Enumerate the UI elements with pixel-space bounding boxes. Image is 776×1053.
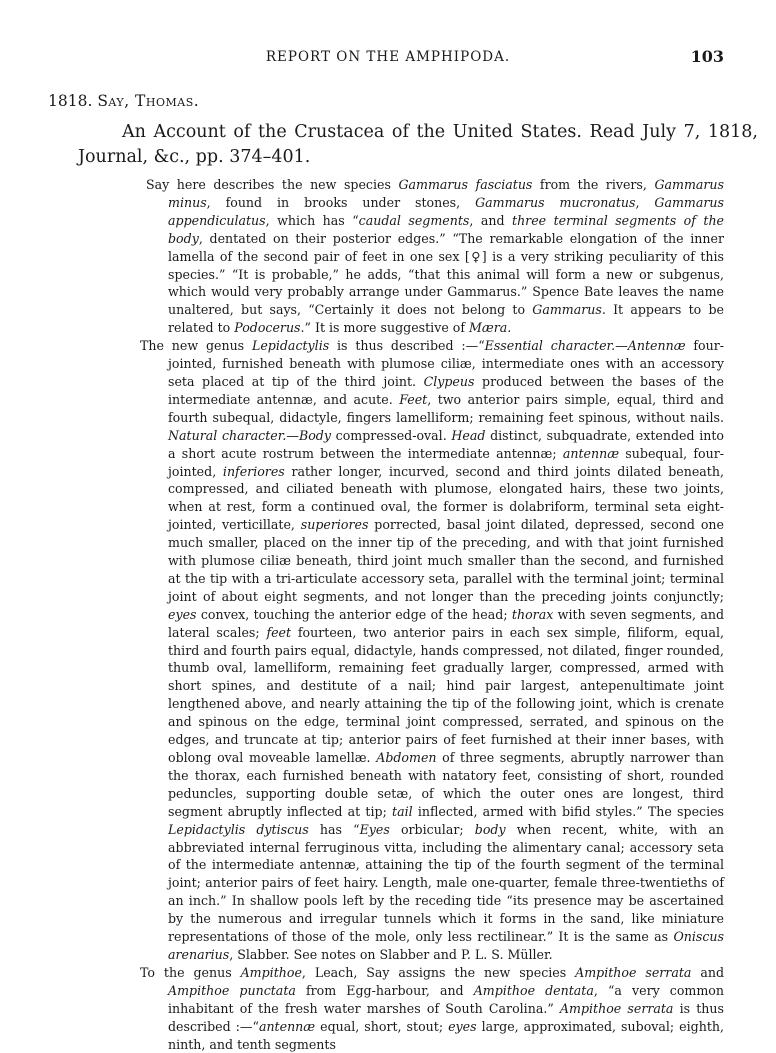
body-text — [140, 176, 724, 1053]
work-title: An Account of the Crustacea of the United States. Read July 7, 1818, Journal, &c., pp. 374–401. — [78, 122, 758, 167]
entry-heading — [48, 92, 199, 110]
page-number: 103 — [690, 47, 724, 66]
entry-author: Say, Thomas. — [97, 92, 200, 110]
running-head — [0, 47, 776, 71]
paragraph: The new genus Lepidactylis is thus described :—“Essential character.—Antennæ four-jointed, furnished beneath with plumose ciliæ, intermediate ones with an accessory seta placed at tip of the third joint. Clypeus produced between the bases of the intermediate antennæ, and acute. Feet, two anterior pairs simple, equal, third and fourth subequal, didactyle, fingers lamelliform; remaining feet spinous, without nails. Natural character.—Body compressed-oval. Head distinct, subquadrate, extended into a short acute rostrum between the intermediate antennæ; antennæ subequal, four-jointed, inferiores rather longer, incurved, second and third joints dilated beneath, compressed, and ciliated beneath with plumose, elongated hairs, these two joints, when at rest, form a continued oval, the former is dolabriform, terminal seta eight-jointed, verticillate, superiores porrected, basal joint dilated, depressed, second one much smaller, placed on the inner tip of the preceding, and with that joint furnished with plumose ciliæ beneath, third joint much smaller than the second, and furnished at the tip with a tri-articulate accessory seta, parallel with the terminal joint; terminal joint of about eight segments, and not longer than the preceding joints conjunctly; eyes convex, touching the anterior edge of the head; thorax with seven segments, and lateral scales; feet fourteen, two anterior pairs in each sex simple, filiform, equal, third and fourth pairs equal, didactyle, hands compressed, not dilated, finger rounded, thumb oval, lamelliform, remaining feet gradually larger, compressed, armed with short spines, and destitute of a nail; hind pair largest, antepenultimate joint lengthened above, and nearly attaining the tip of the following joint, which is crenate and spinous on the edge, terminal joint compressed, serrated, and spinous on the edges, and truncate at tip; anterior pairs of feet furnished at their inner bases, with oblong oval moveable lamellæ. Abdomen of three segments, abruptly narrower than the thorax, each furnished beneath with natatory feet, consisting of short, rounded peduncles, supporting double setæ, of which the outer ones are longest, third segment abruptly inflected at tip; tail inflected, armed with bifid styles.” The species Lepidactylis dytiscus has “Eyes orbicular; body when recent, white, with an abbreviated internal ferruginous vitta, including the alimentary canal; accessory seta of the intermediate antennæ, attaining the tip of the fourth segment of the terminal joint; anterior pairs of feet hairy. Length, male one-quarter, female three-twentieths of an inch.” In shallow pools left by the receding tide “its presence may be ascertained by the numerous and irregular tunnels which it forms in the sand, like miniature representations of those of the mole, only less rectilinear.” It is the same as Oniscus arenarius, Slabber. See notes on Slabber and P. L. S. Müller. — [140, 338, 725, 962]
running-title: REPORT ON THE AMPHIPODA. — [265, 49, 511, 65]
entry-year: 1818. — [48, 92, 93, 110]
paragraph: To the genus Ampithoe, Leach, Say assigns the new species Ampithoe serrata and Ampithoe punctata from Egg-harbour, and Ampithoe dentata, “a very common inhabitant of the fresh water marshes of South Carolina.” Ampithoe serrata is thus described :—“antennæ equal, short, stout; eyes large, approximated, suboval; eighth, ninth, and tenth segments — [140, 964, 725, 1052]
paragraph: Say here describes the new species Gammarus fasciatus from the rivers, Gammarus minus, found in brooks under stones, Gammarus mucronatus, Gammarus appendiculatus, which has “caudal segments, and three terminal segments of the body, dentated on their posterior edges.” “The remarkable elongation of the inner lamella of the second pair of feet in one sex [♀] is a very striking peculiarity of this species.” “It is probable,” he adds, “that this animal will form a new or subgenus, which would very probably arrange under Gammarus.” Spence Bate leaves the name unaltered, but says, “Certainly it does not belong to Gammarus. It appears to be related to Podocerus.” It is more suggestive of Mæra. — [146, 177, 725, 336]
